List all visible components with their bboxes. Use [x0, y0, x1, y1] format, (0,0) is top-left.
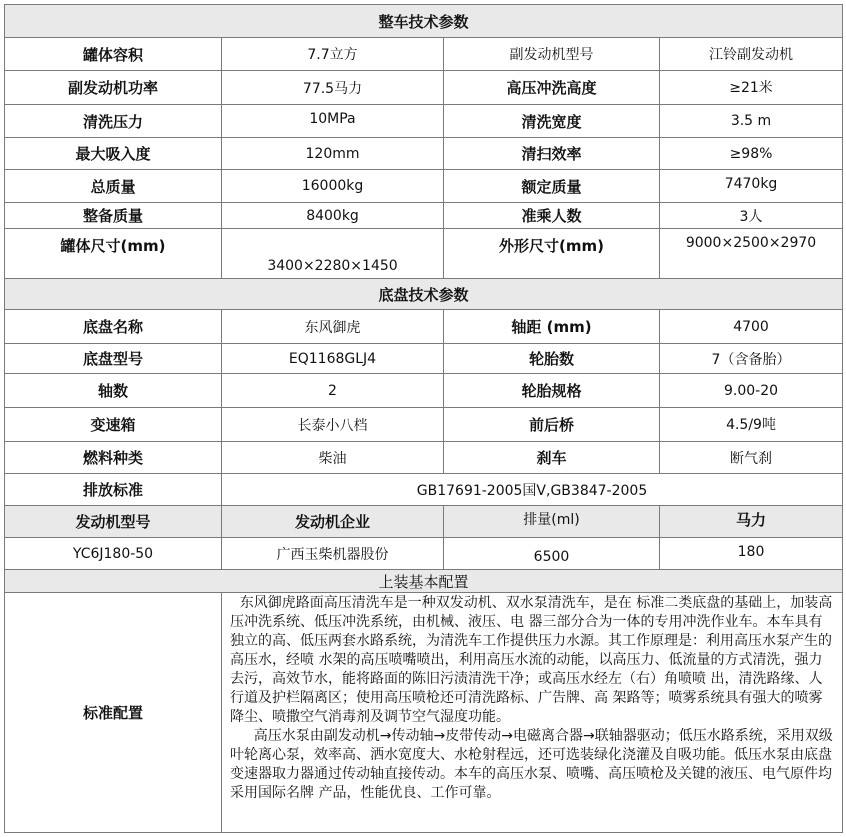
config-description [222, 593, 843, 833]
section-title-vehicle: 整车技术参数 [5, 5, 843, 38]
rated-mass-label: 额定质量 [444, 170, 660, 203]
gearbox-label: 变速箱 [5, 408, 222, 442]
table-row [5, 408, 843, 442]
table-row [5, 71, 843, 105]
seats-value: 3人 [660, 203, 843, 229]
engine-header-row [5, 506, 843, 538]
sweep-eff-value: ≥98% [660, 138, 843, 170]
axles-label: 轴数 [5, 374, 222, 408]
total-mass-label: 总质量 [5, 170, 222, 203]
axle-load-label: 前后桥 [444, 408, 660, 442]
rated-mass-value: 7470kg [660, 170, 843, 203]
brake-value: 断气刹 [660, 442, 843, 474]
displacement-value: 6500 [444, 538, 660, 570]
seats-label: 准乘人数 [444, 203, 660, 229]
fuel-value: 柴油 [222, 442, 444, 474]
table-row [5, 310, 843, 344]
horsepower-header: 马力 [660, 506, 843, 538]
table-row [5, 474, 843, 506]
engine-value-row [5, 538, 843, 570]
config-paragraph-1: 东风御虎路面高压清洗车是一种双发动机、双水泵清洗车，是在 标准二类底盘的基础上，加装高压冲洗系统、低压冲洗系统，由机械、液压、电 器三部分合为一体的专用冲洗作业车。本车具有独立的高、低压两套水路系统，为清洗车工作提供压力水源。其工作原理是：利用高压水泵产生的高压水，经喷 水架的高压喷嘴喷出，利用高压水流的动能，以高压力、低流量的方式清洗，强力去污，高效节水，能将路面的陈旧污渍清洗干净；或高压水经左（右）角喷喷 出，清洗路缘、人行道及护栏隔离区；使用高压喷枪还可清洗路标、广告牌、高 架路等；喷雾系统具有强大的喷雾降尘、喷撒空气消毒剂及调节空气湿度功能。 [230, 595, 833, 725]
outer-size-label: 外形尺寸(mm) [444, 229, 660, 279]
emission-value: GB17691-2005国Ⅴ,GB3847-2005 [222, 474, 843, 506]
axles-value: 2 [222, 374, 444, 408]
axle-load-value: 4.5/9吨 [660, 408, 843, 442]
chassis-name-value: 东风御虎 [222, 310, 444, 344]
wash-pressure-label: 清洗压力 [5, 105, 222, 138]
tire-count-value: 7（含备胎） [660, 344, 843, 374]
tire-spec-value: 9.00-20 [660, 374, 843, 408]
table-row [5, 38, 843, 71]
table-row [5, 203, 843, 229]
max-suction-label: 最大吸入度 [5, 138, 222, 170]
section-header-config [5, 570, 843, 593]
aux-engine-power-value: 77.5马力 [222, 71, 444, 105]
tank-volume-value: 7.7立方 [222, 38, 444, 71]
tire-count-label: 轮胎数 [444, 344, 660, 374]
wash-width-label: 清洗宽度 [444, 105, 660, 138]
wheelbase-value: 4700 [660, 310, 843, 344]
spec-table [4, 4, 843, 833]
curb-mass-label: 整备质量 [5, 203, 222, 229]
gearbox-value: 长泰小八档 [222, 408, 444, 442]
fuel-label: 燃料种类 [5, 442, 222, 474]
horsepower-value: 180 [660, 538, 843, 570]
engine-maker-header: 发动机企业 [222, 506, 444, 538]
chassis-model-label: 底盘型号 [5, 344, 222, 374]
table-row [5, 105, 843, 138]
table-row [5, 344, 843, 374]
engine-maker-value: 广西玉柴机器股份 [222, 538, 444, 570]
total-mass-value: 16000kg [222, 170, 444, 203]
engine-model-value: YC6J180-50 [5, 538, 222, 570]
aux-engine-power-label: 副发动机功率 [5, 71, 222, 105]
wash-pressure-value: 10MPa [222, 105, 444, 138]
brake-label: 刹车 [444, 442, 660, 474]
section-header-chassis [5, 279, 843, 310]
hp-wash-height-value: ≥21米 [660, 71, 843, 105]
tank-size-label: 罐体尺寸(mm) [5, 229, 222, 279]
hp-wash-height-label: 高压冲洗高度 [444, 71, 660, 105]
outer-size-value: 9000×2500×2970 [660, 229, 843, 279]
config-paragraph-2: 高压水泵由副发动机→传动轴→皮带传动→电磁离合器→联轴器驱动；低压水路系统，采用双级叶轮离心泵，效率高、洒水宽度大、水枪射程远，还可选装绿化浇灌及自吸功能。低压水泵由底盘变速器取力器通过传动轴直接传动。本车的高压水泵、喷嘴、高压喷枪及关键的液压、电气原件均采用国际名牌 产品，性能优良、工作可靠。 [230, 728, 833, 801]
wash-width-value: 3.5 m [660, 105, 843, 138]
section-title-config: 上装基本配置 [5, 570, 843, 593]
sweep-eff-label: 清扫效率 [444, 138, 660, 170]
engine-model-header: 发动机型号 [5, 506, 222, 538]
chassis-name-label: 底盘名称 [5, 310, 222, 344]
table-row [5, 229, 843, 279]
config-label: 标准配置 [5, 593, 222, 833]
emission-label: 排放标准 [5, 474, 222, 506]
section-title-chassis: 底盘技术参数 [5, 279, 843, 310]
curb-mass-value: 8400kg [222, 203, 444, 229]
table-row [5, 170, 843, 203]
tank-size-value: 3400×2280×1450 [222, 229, 444, 279]
table-row [5, 138, 843, 170]
wheelbase-label: 轴距 (mm) [444, 310, 660, 344]
max-suction-value: 120mm [222, 138, 444, 170]
aux-engine-model-label: 副发动机型号 [444, 38, 660, 71]
chassis-model-value: EQ1168GLJ4 [222, 344, 444, 374]
tank-volume-label: 罐体容积 [5, 38, 222, 71]
tire-spec-label: 轮胎规格 [444, 374, 660, 408]
config-row [5, 593, 843, 833]
section-header-vehicle [5, 5, 843, 38]
displacement-header: 排量(ml) [444, 506, 660, 538]
table-row [5, 374, 843, 408]
table-row [5, 442, 843, 474]
aux-engine-model-value: 江铃副发动机 [660, 38, 843, 71]
